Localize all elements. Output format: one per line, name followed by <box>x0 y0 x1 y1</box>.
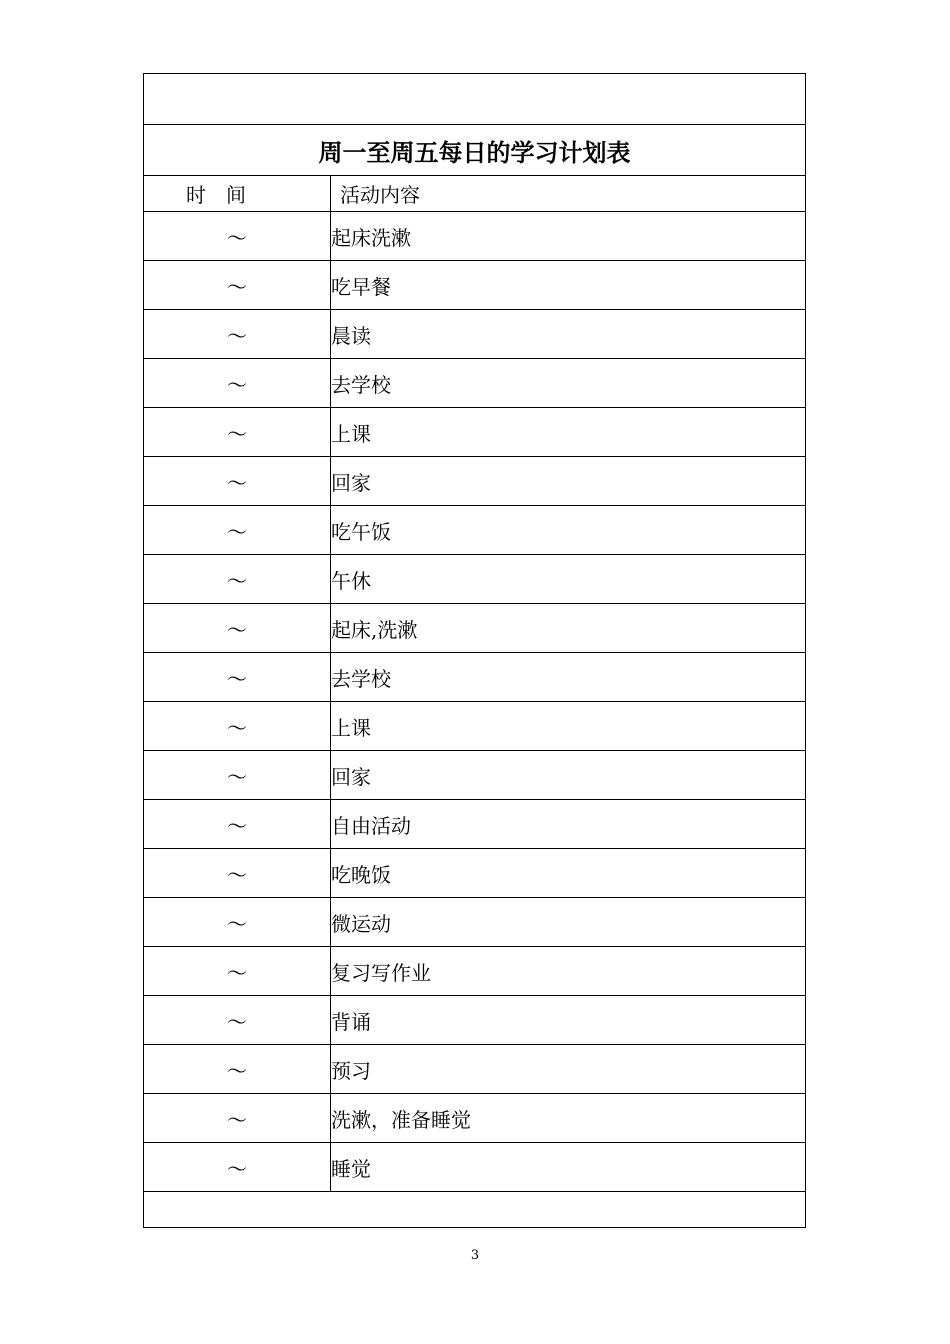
activity-cell: 上课 <box>331 702 806 751</box>
table-title: 周一至周五每日的学习计划表 <box>144 125 806 176</box>
table-row <box>144 604 806 653</box>
table-row <box>144 457 806 506</box>
time-cell: ～ <box>144 751 331 800</box>
activity-cell: 自由活动 <box>331 800 806 849</box>
table-row <box>144 849 806 898</box>
table-row <box>144 702 806 751</box>
activity-cell: 微运动 <box>331 898 806 947</box>
time-cell: ～ <box>144 800 331 849</box>
activity-cell: 上课 <box>331 408 806 457</box>
time-cell: ～ <box>144 849 331 898</box>
time-cell: ～ <box>144 653 331 702</box>
activity-cell: 去学校 <box>331 359 806 408</box>
time-cell: ～ <box>144 996 331 1045</box>
activity-cell: 背诵 <box>331 996 806 1045</box>
time-cell: ～ <box>144 212 331 261</box>
activity-cell: 午休 <box>331 555 806 604</box>
table-top-empty-row <box>144 74 806 125</box>
table-row <box>144 212 806 261</box>
header-time: 时 间 <box>144 176 331 212</box>
activity-cell: 洗漱，准备睡觉 <box>331 1094 806 1143</box>
time-cell: ～ <box>144 702 331 751</box>
activity-cell: 吃午饭 <box>331 506 806 555</box>
table-bottom-empty-row <box>144 1192 806 1228</box>
activity-cell: 回家 <box>331 751 806 800</box>
table-row <box>144 310 806 359</box>
time-cell: ～ <box>144 359 331 408</box>
table-header-row <box>144 176 806 212</box>
activity-cell: 起床,洗漱 <box>331 604 806 653</box>
header-activity: 活动内容 <box>331 176 806 212</box>
study-plan-table <box>143 73 806 1228</box>
table-row <box>144 800 806 849</box>
time-cell: ～ <box>144 1045 331 1094</box>
time-cell: ～ <box>144 457 331 506</box>
table-row <box>144 996 806 1045</box>
table-row <box>144 408 806 457</box>
activity-cell: 起床洗漱 <box>331 212 806 261</box>
activity-cell: 预习 <box>331 1045 806 1094</box>
time-cell: ～ <box>144 604 331 653</box>
table-row <box>144 947 806 996</box>
page-number: 3 <box>470 1248 480 1263</box>
table-row <box>144 751 806 800</box>
activity-cell: 去学校 <box>331 653 806 702</box>
time-cell: ～ <box>144 1143 331 1192</box>
time-cell: ～ <box>144 555 331 604</box>
activity-cell: 晨读 <box>331 310 806 359</box>
time-cell: ～ <box>144 1094 331 1143</box>
table-row <box>144 359 806 408</box>
time-cell: ～ <box>144 261 331 310</box>
table-row <box>144 653 806 702</box>
table-row <box>144 1094 806 1143</box>
table-row <box>144 261 806 310</box>
activity-cell: 复习写作业 <box>331 947 806 996</box>
time-cell: ～ <box>144 506 331 555</box>
activity-cell: 回家 <box>331 457 806 506</box>
activity-cell: 吃早餐 <box>331 261 806 310</box>
table-row <box>144 506 806 555</box>
time-cell: ～ <box>144 408 331 457</box>
time-cell: ～ <box>144 947 331 996</box>
time-cell: ～ <box>144 310 331 359</box>
activity-cell: 吃晚饭 <box>331 849 806 898</box>
table-row <box>144 898 806 947</box>
table-row <box>144 1143 806 1192</box>
time-cell: ～ <box>144 898 331 947</box>
table-row <box>144 555 806 604</box>
empty-cell <box>144 1192 806 1228</box>
activity-cell: 睡觉 <box>331 1143 806 1192</box>
empty-cell <box>144 74 806 125</box>
table-row <box>144 1045 806 1094</box>
table-title-row <box>144 125 806 176</box>
